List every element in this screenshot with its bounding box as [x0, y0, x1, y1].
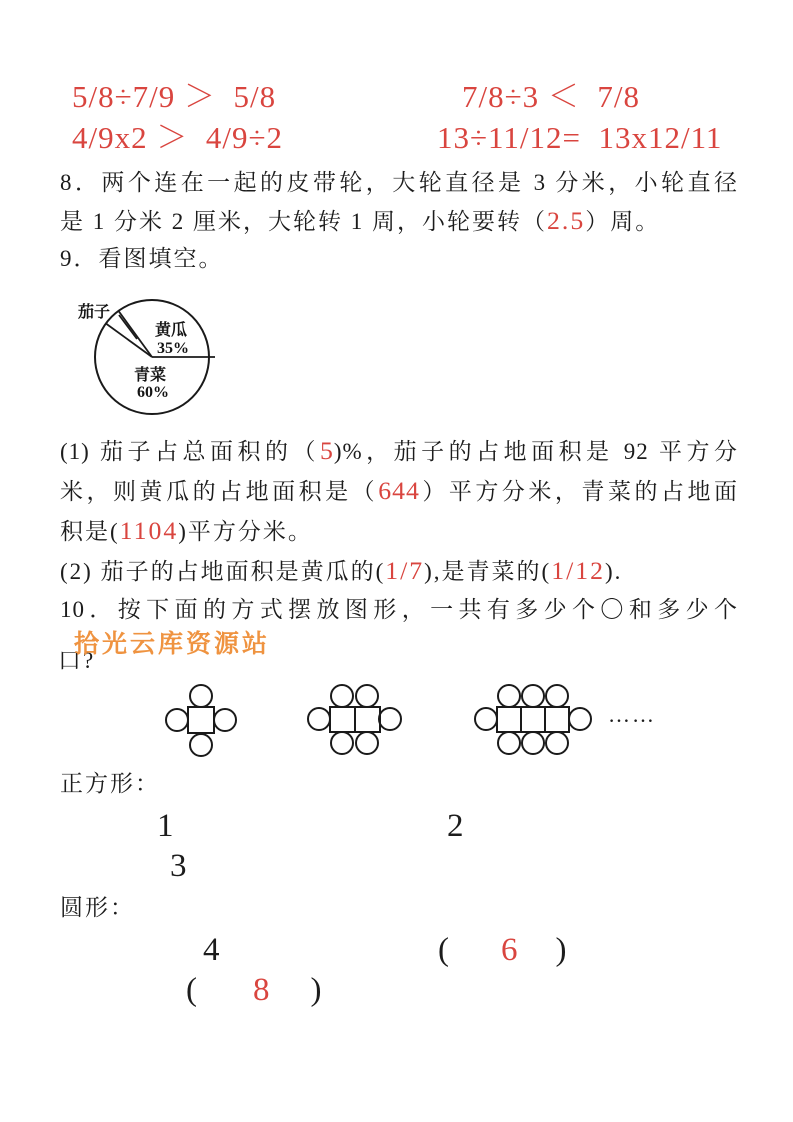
- q9-p1-l3-post: )平方分米。: [178, 519, 313, 544]
- pie-label-eggplant: 茄子: [78, 304, 111, 321]
- paren-open: (: [186, 972, 197, 1008]
- comparison-row2-right: 13÷11/12= 13x12/11: [437, 120, 723, 155]
- circles-label: 圆形：: [60, 895, 135, 920]
- pattern-figure-3: [475, 685, 591, 754]
- question-10-line-2: 口?: [58, 648, 96, 673]
- q9-answer-1-7: 1/7: [385, 556, 425, 585]
- work-number-2: 2: [447, 808, 464, 844]
- answer-blank-6: [438, 934, 567, 967]
- pie-label-greens: 青菜: [134, 367, 167, 384]
- ellipsis-dots: ……: [608, 702, 656, 727]
- q9-answer-1104: 1104: [119, 516, 179, 545]
- q9-p1-l1-pre: (1) 茄子占总面积的（: [60, 439, 320, 464]
- q9-part1-line2: [60, 476, 738, 506]
- work-number-3: 3: [170, 848, 187, 884]
- q9-p1-l1-post: )%，茄子的占地面积是 92 平方分: [333, 439, 738, 464]
- pie-pct-cucumber: 35%: [157, 340, 189, 357]
- question-8-line-2: [60, 206, 660, 236]
- q9-part2-line: [60, 556, 622, 586]
- q9-p2-mid: ),是青菜的(: [424, 559, 552, 584]
- watermark-text: 拾光云库资源站: [74, 629, 271, 658]
- q8-answer: 2.5: [547, 206, 586, 235]
- comparison-row1-right: 7/8÷3 ＜ 7/8: [462, 79, 640, 114]
- answer-blank-8: [186, 974, 322, 1007]
- pie-label-cucumber: 黄瓜: [155, 322, 188, 339]
- pattern-figure-1: [166, 685, 236, 756]
- q9-p2-post: ).: [605, 559, 623, 584]
- q9-p1-l2-post: ）平方分米，青菜的占地面: [419, 479, 738, 504]
- pattern-figure-2: [308, 685, 401, 754]
- paren-close: ): [555, 932, 567, 968]
- pie-chart: [58, 290, 243, 430]
- answer-8: 8: [253, 972, 270, 1008]
- q9-answer-1-12: 1/12: [551, 556, 605, 585]
- q9-part1-line1: [60, 436, 738, 466]
- comparison-row2-left: 4/9x2 ＞ 4/9÷2: [72, 120, 283, 155]
- pie-divider-upper: [119, 311, 153, 357]
- question-9-heading: 9．看图填空。: [60, 246, 224, 271]
- work-number-1: 1: [157, 808, 174, 844]
- q8-text-pre: 是 1 分米 2 厘米，大轮转 1 周，小轮要转（: [60, 209, 547, 234]
- q9-p1-l3-pre: 积是(: [60, 519, 120, 544]
- squares-label: 正方形：: [60, 771, 160, 796]
- pattern-figures: [140, 675, 660, 770]
- paren-close: ): [310, 972, 322, 1008]
- q8-text-post: ）周。: [585, 209, 661, 234]
- q9-answer-5: 5: [319, 436, 334, 465]
- question-10-line-1: 10．按下面的方式摆放图形，一共有多少个〇和多少个: [60, 597, 738, 622]
- paren-open: (: [438, 932, 449, 968]
- q9-answer-644: 644: [378, 476, 420, 505]
- q9-part1-line3: [60, 516, 313, 546]
- pie-pct-greens: 60%: [137, 384, 169, 401]
- work-number-4: 4: [203, 932, 220, 968]
- q9-p1-l2-pre: 米，则黄瓜的占地面积是（: [60, 479, 379, 504]
- question-8-line-1: 8．两个连在一起的皮带轮，大轮直径是 3 分米，小轮直径: [60, 170, 738, 195]
- comparison-row1-left: 5/8÷7/9 ＞ 5/8: [72, 79, 277, 114]
- q9-p2-pre: (2) 茄子的占地面积是黄瓜的(: [60, 559, 386, 584]
- answer-6: 6: [501, 932, 518, 968]
